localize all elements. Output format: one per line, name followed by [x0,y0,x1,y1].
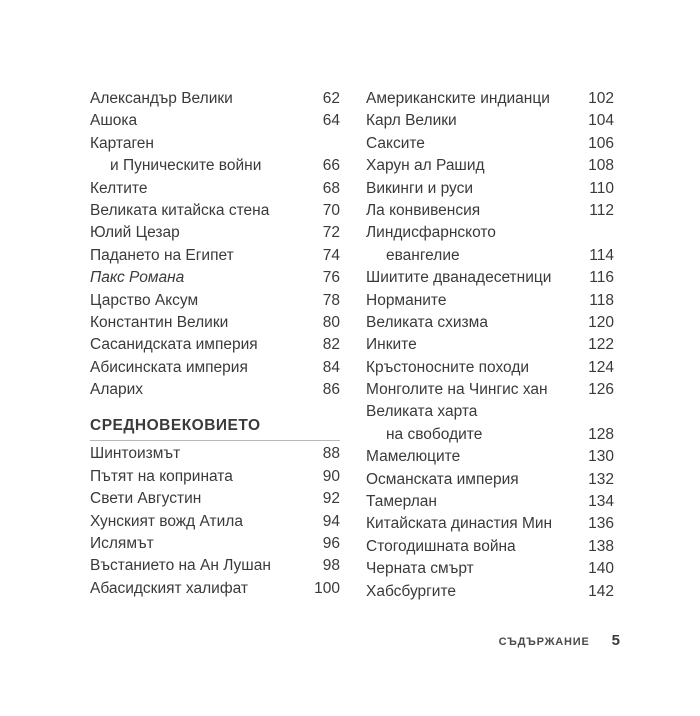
toc-entry-page: 98 [322,557,340,575]
toc-entry-page: 118 [589,291,614,309]
toc-entry-page: 66 [322,157,340,175]
toc-entry-page: 126 [588,381,614,399]
toc-entry-page: 78 [322,291,340,309]
running-footer-label: СЪДЪРЖАНИЕ [498,636,590,648]
toc-entry [366,379,614,401]
toc-entry-page: 64 [322,112,340,130]
toc-entry-title: Юлий Цезар [90,224,180,242]
toc-entry-page: 142 [588,582,614,600]
toc-entry [366,312,614,334]
toc-entry-title: Ашока [90,112,138,130]
toc-entry [366,469,614,491]
page-number: 5 [611,632,620,649]
toc-entry-title: Харун ал Рашид [366,157,485,175]
toc-entry-title: Пътят на коприната [90,467,233,485]
toc-entry [90,379,340,401]
toc-entry-title: Американските индианци [366,90,550,107]
toc-entry [366,155,614,177]
toc-entry-page: 90 [322,467,340,485]
toc-entry [366,88,614,110]
toc-entry-page: 134 [588,493,614,511]
toc-entry [90,222,340,244]
toc-entry [90,290,340,312]
section-heading: СРЕДНОВЕКОВИЕТО [90,415,340,441]
toc-entry [90,578,340,600]
toc-entry [366,267,614,289]
toc-entry-title: Черната смърт [366,560,474,578]
toc-entries-top [90,88,340,401]
toc-entry-title: Великата харта [366,403,478,421]
toc-entry-title: на свободите [386,425,483,443]
toc-entry-page: 94 [322,512,340,530]
toc-entry [90,178,340,200]
toc-entry [90,155,340,177]
toc-entry-page: 110 [589,179,614,197]
toc-entry [366,200,614,222]
toc-entry [90,312,340,334]
toc-left-column [90,88,340,600]
toc-entry-title: Кръстоносните походи [366,358,530,376]
toc-entry-page: 136 [588,515,614,533]
toc-entry-page: 76 [322,269,340,287]
toc-entry [366,178,614,200]
toc-entry [366,513,614,535]
toc-entry-page: 86 [322,381,340,399]
toc-entry-title: Абисинската империя [90,358,248,376]
toc-entry-page: 124 [588,358,614,376]
toc-entry-page: 80 [322,313,340,331]
toc-entry-title: Сасанидската империя [90,336,258,354]
toc-entry-page: 130 [588,448,614,466]
toc-entry-page: 116 [589,269,614,287]
toc-entry [366,357,614,379]
toc-entry-page: 122 [588,336,614,354]
toc-entry-page: 84 [322,358,340,376]
toc-entry-title: Саксите [366,134,425,152]
toc-entry [90,511,340,533]
toc-entry-title: Тамерлан [366,493,437,511]
toc-entry [366,334,614,356]
toc-entry-page: 132 [588,470,614,488]
toc-entry-title: Пакс Романа [90,269,185,287]
toc-entry-title: Абасидският халифат [90,579,248,597]
toc-entry-title: Свети Августин [90,490,202,508]
toc-entry-title: Шинтоизмът [90,445,181,463]
toc-entry-page: 140 [588,560,614,578]
toc-entry [366,401,614,423]
toc-entry-page: 62 [322,90,340,107]
toc-entry-page: 74 [322,246,340,264]
toc-entry [366,491,614,513]
toc-entry [90,110,340,132]
toc-entry-page: 72 [322,224,340,242]
toc-entry-title: Китайската династия Мин [366,515,553,533]
toc-entry [90,466,340,488]
toc-entry-title: Шиитите дванадесетници [366,269,552,287]
toc-entry-title: Великата китайска стена [90,201,270,219]
toc-entry [366,110,614,132]
toc-entry-title: Мамелюците [366,448,461,466]
toc-entry [90,88,340,110]
toc-entry [90,488,340,510]
toc-entry [90,357,340,379]
toc-entry-title: Хунският вожд Атила [90,512,243,530]
toc-entry [90,555,340,577]
toc-entry-page: 114 [589,246,614,264]
toc-entry-title: Викинги и руси [366,179,474,197]
toc-entry-page: 88 [322,445,340,463]
toc-entry-title: Падането на Египет [90,246,234,264]
toc-entry-page: 102 [588,90,614,107]
toc-entry-page: 120 [588,313,614,331]
toc-entry [90,443,340,465]
toc-entry-title: Картаген [90,134,154,152]
toc-entry [366,536,614,558]
toc-right-column [366,88,614,603]
toc-entry-title: Стогодишната война [366,537,516,555]
toc-entry-page: 128 [588,425,614,443]
toc-entry-title: Константин Велики [90,313,229,331]
toc-entry [90,533,340,555]
toc-entry [366,133,614,155]
toc-entry-title: Царство Аксум [90,291,199,309]
toc-entry [366,424,614,446]
toc-entry-title: и Пуническите войни [110,157,262,175]
toc-entry [366,558,614,580]
toc-entry [366,446,614,468]
toc-entry-page: 82 [322,336,340,354]
toc-entry-page: 104 [588,112,614,130]
toc-entry [366,245,614,267]
toc-entry [366,581,614,603]
toc-entry-title: Келтите [90,179,148,197]
toc-entry-title: Линдисфарнското [366,224,496,242]
toc-entry-page: 100 [314,579,340,597]
toc-entry-title: евангелие [386,246,460,264]
toc-entry-title: Александър Велики [90,90,233,107]
toc-entry-title: Ислямът [90,535,154,553]
toc-entry [366,290,614,312]
toc-entry-page: 92 [322,490,340,508]
toc-entry-page: 96 [322,535,340,553]
toc-entry [90,267,340,289]
toc-entry-title: Инките [366,336,417,354]
toc-entry-title: Ла конвивенсия [366,201,481,219]
toc-entries-section [90,443,340,600]
toc-entry-page: 106 [588,134,614,152]
toc-entry-title: Монголите на Чингис хан [366,381,548,399]
toc-entry [90,133,340,155]
toc-entry-title: Аларих [90,381,144,399]
toc-entry-title: Хабсбургите [366,582,457,600]
toc-entry-page: 138 [588,537,614,555]
toc-entry-title: Норманите [366,291,447,309]
toc-entry [90,245,340,267]
toc-entry [90,334,340,356]
toc-entry-page: 112 [589,201,614,219]
toc-entry [90,200,340,222]
toc-entry-page: 68 [322,179,340,197]
toc-entry-title: Османската империя [366,470,519,488]
toc-entry-title: Въстанието на Ан Лушан [90,557,271,575]
toc-entry-title: Карл Велики [366,112,457,130]
toc-entry-page: 70 [322,201,340,219]
toc-entry-page: 108 [588,157,614,175]
page-footer [470,632,620,649]
toc-entry-title: Великата схизма [366,313,488,331]
toc-entry [366,222,614,244]
